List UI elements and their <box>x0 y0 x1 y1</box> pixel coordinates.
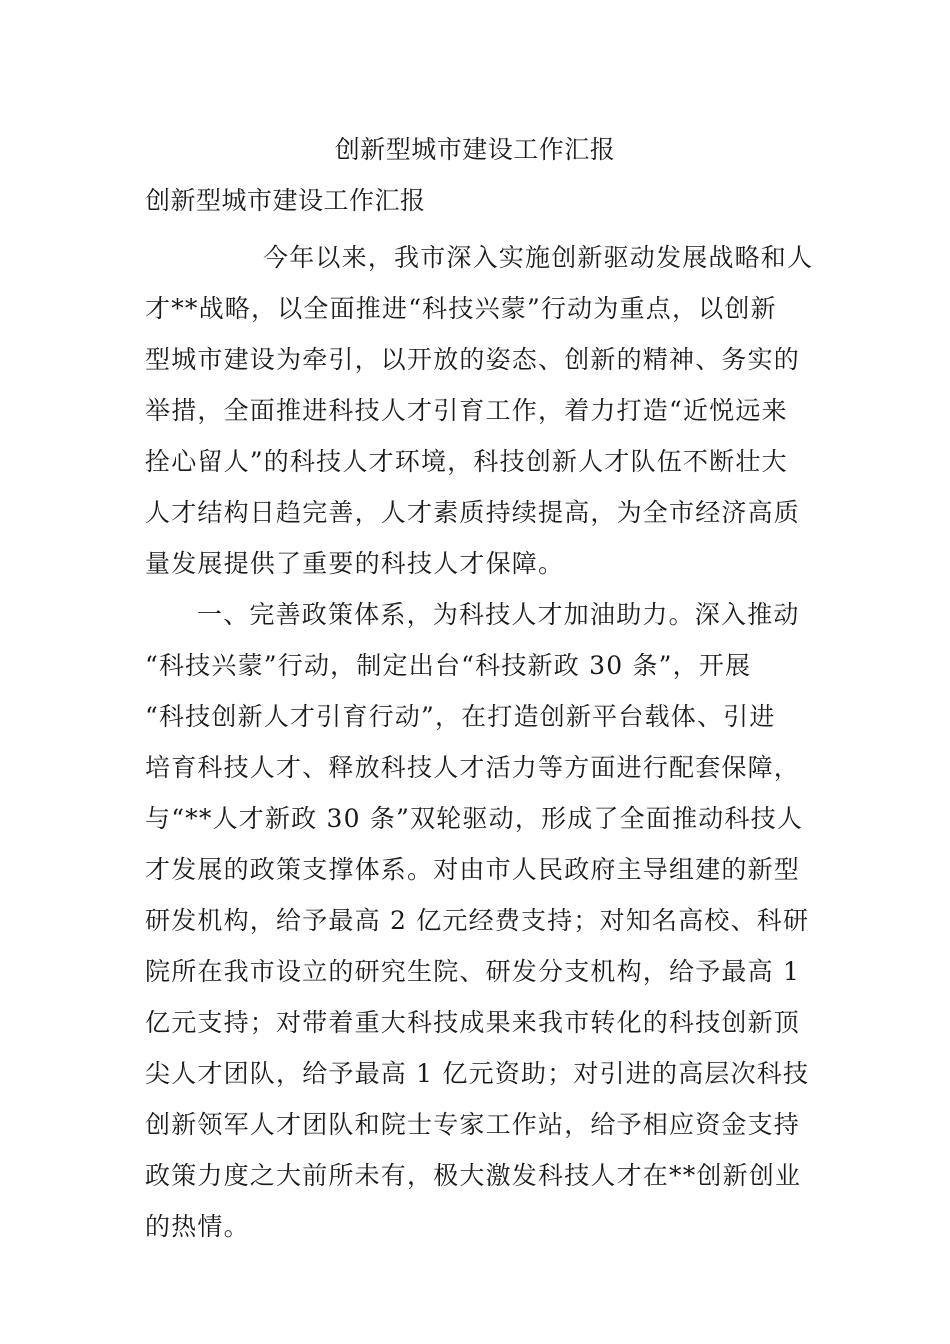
paragraph-2-line-5: 与“**人才新政 30 条”双轮驱动，形成了全面推动科技人 <box>145 804 804 833</box>
paragraph-2-line-7: 研发机构，给予最高 2 亿元经费支持；对知名高校、科研 <box>145 906 810 935</box>
paragraph-2-line-2: “科技兴蒙”行动，制定出台“科技新政 30 条”，开展 <box>145 651 752 680</box>
paragraph-1-line-7: 量发展提供了重要的科技人才保障。 <box>145 549 565 578</box>
paragraph-2-line-3: “科技创新人才引育行动”，在打造创新平台载体、引进 <box>145 702 776 731</box>
document-body <box>145 232 815 1252</box>
paragraph-2-line-4: 培育科技人才、释放科技人才活力等方面进行配套保障， <box>145 753 801 782</box>
paragraph-1-line-5: 拴心留人”的科技人才环境，科技创新人才队伍不断壮大 <box>145 447 788 476</box>
paragraph-2-line-10: 尖人才团队，给予最高 1 亿元资助；对引进的高层次科技 <box>145 1059 810 1088</box>
paragraph-2-line-6: 才发展的政策支撑体系。对由市人民政府主导组建的新型 <box>145 855 801 884</box>
document-title: 创新型城市建设工作汇报 <box>334 135 616 164</box>
paragraph-1-line-3: 型城市建设为牵引，以开放的姿态、创新的精神、务实的 <box>145 345 801 374</box>
paragraph-1-line-6: 人才结构日趋完善，人才素质持续提高，为全市经济高质 <box>145 498 801 527</box>
paragraph-2-line-1: 一、完善政策体系，为科技人才加油助力。深入推动 <box>197 600 800 629</box>
paragraph-2-line-13: 的热情。 <box>145 1212 250 1241</box>
paragraph-2-line-11: 创新领军人才团队和院士专家工作站，给予相应资金支持 <box>145 1110 801 1139</box>
document-subtitle: 创新型城市建设工作汇报 <box>145 186 426 215</box>
paragraph-1-line-4: 举措，全面推进科技人才引育工作，着力打造“近悦远来 <box>145 396 788 425</box>
paragraph-2-line-9: 亿元支持；对带着重大科技成果来我市转化的科技创新顶 <box>145 1008 801 1037</box>
paragraph-1-line-2: 才**战略，以全面推进“科技兴蒙”行动为重点，以创新 <box>145 294 777 323</box>
paragraph-2-line-8: 院所在我市设立的研究生院、研发分支机构，给予最高 1 <box>145 957 801 986</box>
paragraph-1-line-1: 今年以来，我市深入实施创新驱动发展战略和人 <box>263 243 814 272</box>
paragraph-2-line-12: 政策力度之大前所未有，极大激发科技人才在**创新创业 <box>145 1161 802 1190</box>
